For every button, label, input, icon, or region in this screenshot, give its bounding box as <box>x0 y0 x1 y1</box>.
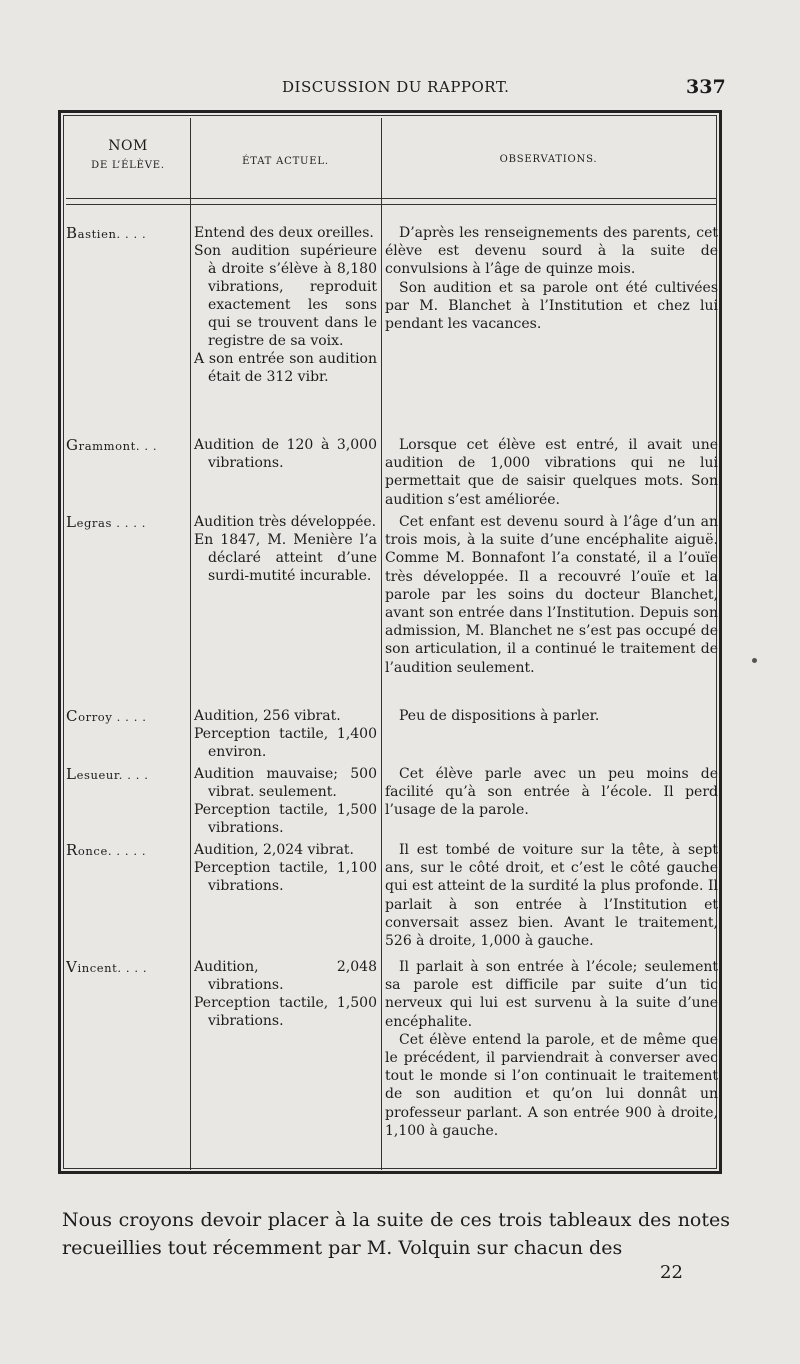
observations-cell <box>385 958 718 1140</box>
state-text: Perception tactile, 1,100 vibrations. <box>194 860 377 894</box>
header-rule <box>66 204 716 205</box>
observation-text: Son audition et sa parole ont été cultivées par M. Blanchet à l’Institution et chez lui pendant les vacances. <box>385 279 718 333</box>
observation-text: Il est tombé de voiture sur la tête, à sept ans, sur le côté droit, et c’est le côté gauche qui est atteint de la surdité la plus profonde. Il parlait à son entrée à l’Institution et conversait assez bien. Avant le traitement, 526 à droite, 1,000 à gauche. <box>385 842 718 950</box>
state-text: Audition, 2,048 vibrations. <box>194 959 377 993</box>
state-cell <box>194 765 377 837</box>
state-text: Entend des deux oreilles. <box>194 225 374 241</box>
state-text: Perception tactile, 1,500 vibrations. <box>194 802 377 836</box>
state-text: Audition, 256 vibrat. <box>194 708 341 724</box>
state-cell <box>194 224 377 386</box>
running-head <box>0 78 800 102</box>
student-name: Grammont. . . <box>66 436 158 454</box>
state-cell <box>194 707 377 761</box>
state-text: Perception tactile, 1,500 vibrations. <box>194 995 377 1029</box>
observations-cell <box>385 224 718 333</box>
observation-text: Peu de dispositions à parler. <box>399 708 600 724</box>
student-name: Legras . . . . <box>66 513 147 531</box>
observation-text: Cet élève parle avec un peu moins de facilité qu’à son entrée à l’école. Il perd l’usage de la parole. <box>385 766 718 819</box>
ink-spot <box>752 658 757 663</box>
running-head-title: DISCUSSION DU RAPPORT. <box>282 78 510 96</box>
student-name: Lesueur. . . . <box>66 765 149 783</box>
column-divider <box>381 118 382 1170</box>
student-name: Corroy . . . . <box>66 707 147 725</box>
observation-text: Lorsque cet élève est entré, il avait une audition de 1,000 vibrations qui ne lui permettait que de saisir quelques mots. Son audition s’est améliorée. <box>385 437 718 508</box>
page-number: 337 <box>686 76 726 98</box>
state-cell <box>194 841 377 895</box>
state-text: Son audition supérieure à droite s’élève à 8,180 vibrations, reproduit exactement les sons qui se trouvent dans le registre de sa voix. <box>194 243 377 349</box>
state-cell <box>194 436 377 472</box>
state-text: Audition très développée. <box>194 514 377 530</box>
observations-cell <box>385 841 718 950</box>
body-paragraph: Nous croyons devoir placer à la suite de ces trois tableaux des notes recueillies tout récemment par M. Volquin sur chacun des <box>62 1209 730 1259</box>
column-divider <box>190 118 191 1170</box>
state-text: Audition, 2,024 vibrat. <box>194 842 355 858</box>
observation-text: Cet élève entend la parole, et de même que le précédent, il parviendrait à converser avec tout le monde si l’on continuait le traitement de son audition et qu’on lui donnât un professeur parlant. A son entrée 900 à droite, 1,100 à gauche. <box>385 1031 718 1139</box>
state-cell <box>194 958 377 1030</box>
state-cell <box>194 513 377 585</box>
state-text: En 1847, M. Menière l’a déclaré atteint d’une surdi-mutité incurable. <box>194 532 377 584</box>
column-header-name-line1: NOM <box>108 138 148 154</box>
column-header-observations: OBSERVATIONS. <box>499 154 598 165</box>
state-text: Audition mauvaise; 500 vibrat. seulement. <box>194 766 377 800</box>
signature-mark: 22 <box>660 1262 683 1283</box>
state-text: Audition de 120 à 3,000 vibrations. <box>194 437 377 471</box>
state-text: Perception tactile, 1,400 environ. <box>194 726 377 760</box>
observations-cell <box>385 513 718 677</box>
column-header-state: ÉTAT ACTUEL. <box>242 156 329 167</box>
observation-text: Cet enfant est devenu sourd à l’âge d’un an trois mois, à la suite d’une encéphalite aiguë. Comme M. Bonnafont l’a constaté, il a l’ouïe très développée. Il a recouvré l’ouïe et la parole par les soins du docteur Blanchet, avant son entrée dans l’Institution. Depuis son admission, M. Blanchet ne s’est pas occupé de son articulation, il a continué le traitement de l’audition seulement. <box>385 514 718 676</box>
header-rule <box>66 198 716 199</box>
observations-cell <box>385 707 718 725</box>
observation-text: D’après les renseignements des parents, cet élève est devenu sourd à la suite de convulsions à l’âge de quinze mois. <box>385 225 718 278</box>
observation-text: Il parlait à son entrée à l’école; seulement sa parole est difficile par suite d’un tic nerveux qui lui est survenu à la suite d’une encéphalite. <box>385 959 718 1030</box>
student-name: Bastien. . . . <box>66 224 147 242</box>
column-header-name-line2: DE L’ÉLÈVE. <box>91 160 165 171</box>
observations-cell <box>385 436 718 509</box>
student-name: Vincent. . . . <box>66 958 148 976</box>
observations-cell <box>385 765 718 820</box>
column-header-name <box>66 138 190 171</box>
state-text: A son entrée son audition était de 312 vibr. <box>194 351 377 385</box>
student-name: Ronce. . . . . <box>66 841 147 859</box>
